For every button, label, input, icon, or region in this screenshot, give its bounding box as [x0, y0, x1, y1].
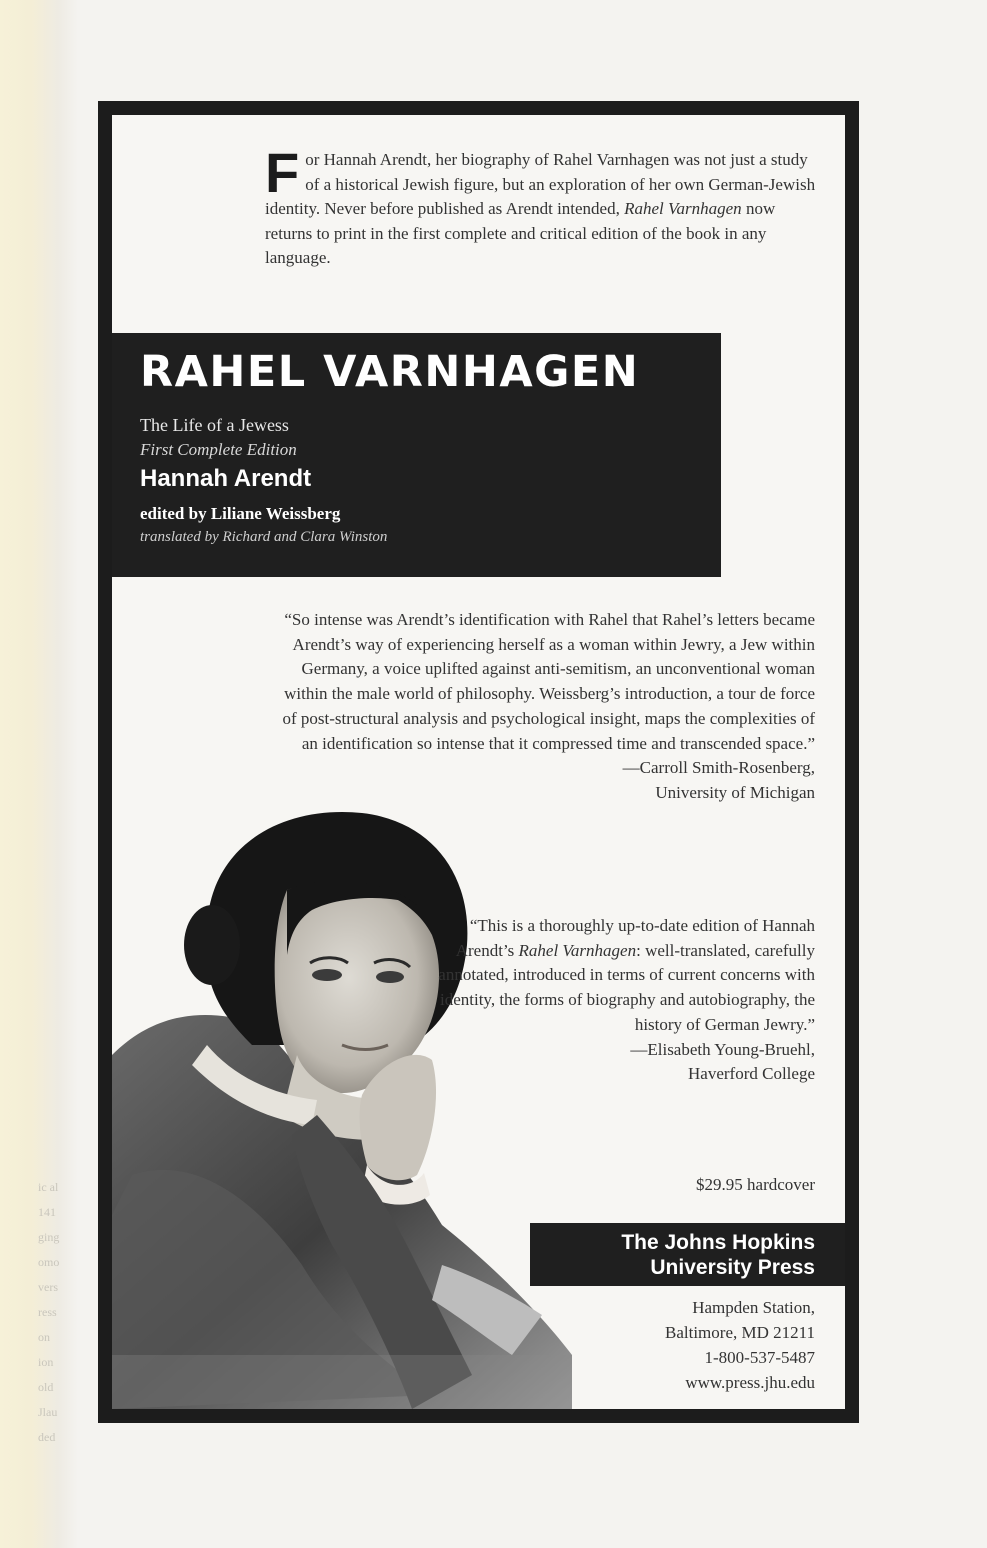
book-title: RAHEL VARNHAGEN	[140, 347, 640, 397]
book-subtitle: The Life of a Jewess	[140, 415, 289, 435]
review-quote-2-text: “This is a thoroughly up-to-date edition of Hannah Arendt’s	[455, 916, 815, 960]
publisher-website: www.press.jhu.edu	[685, 1373, 815, 1392]
review-quote-2	[415, 914, 815, 1087]
review-quote-2-affiliation: Haverford College	[688, 1064, 815, 1084]
title-banner	[112, 333, 721, 577]
gutter-text-fragment: Jlau	[38, 1405, 58, 1419]
author-portrait-photo	[112, 795, 572, 1409]
publisher-name-line-1: The Johns Hopkins	[621, 1231, 815, 1254]
review-quote-1-text: “So intense was Arendt’s identification with Rahel that Rahel’s letters became Arendt’s way of experiencing herself as a woman within Jewry, a Jew within Germany, a voice uplifted against anti-semitism, an unconventional woman within the male world of philosophy. Weissberg’s introduction, a tour de force of post-structural analysis and psychological insight, maps the complexities of an identification so intense that it compressed time and transcended space.”	[282, 610, 815, 753]
gutter-text-fragment: 141	[38, 1205, 56, 1219]
gutter-text-fragment: vers	[38, 1280, 58, 1294]
gutter-text-fragment: ic al	[38, 1180, 59, 1194]
book-editor: edited by Liliane Weissberg	[140, 504, 341, 523]
book-author: Hannah Arendt	[140, 465, 312, 492]
intro-paragraph	[265, 141, 825, 271]
review-quote-1-attribution: —Carroll Smith-Rosenberg,	[622, 758, 815, 778]
gutter-text-fragment: ging	[38, 1230, 60, 1244]
gutter-text-fragment: on	[38, 1330, 50, 1344]
publisher-banner	[530, 1223, 845, 1286]
drop-cap: F	[265, 141, 300, 204]
intro-text: or Hannah Arendt, her biography of Rahel Varnhagen was not just a study of a historical Jewish figure, but an exploration of her own German-Jewish identity. Never before published as Arendt intended,	[265, 150, 816, 218]
book-edition: First Complete Edition	[140, 440, 297, 459]
gutter-text-fragment: omo	[38, 1255, 60, 1269]
price: $29.95 hardcover	[696, 1175, 815, 1194]
address-line-1: Hampden Station,	[692, 1298, 815, 1317]
book-advertisement	[98, 101, 859, 1423]
book-translator: translated by Richard and Clara Winston	[140, 529, 388, 545]
review-quote-1	[275, 608, 815, 806]
intro-text-end: now returns to print in the first complete and critical edition of the book in any language.	[265, 199, 776, 267]
publisher-address	[665, 1295, 815, 1395]
intro-book-title: Rahel Varnhagen	[624, 199, 742, 218]
address-line-2: Baltimore, MD 21211	[665, 1323, 815, 1342]
gutter-text-fragment: ion	[38, 1355, 54, 1369]
gutter-text-fragment: old	[38, 1380, 54, 1394]
review-quote-2-text-end: : well-translated, carefully annotated, introduced in terms of current concerns with identity, the forms of biography and autobiography, the history of German Jewry.”	[438, 940, 815, 1034]
gutter-text-fragment: ress	[38, 1305, 57, 1319]
review-quote-2-attribution: —Elisabeth Young-Bruehl,	[630, 1039, 815, 1059]
review-quote-1-affiliation: University of Michigan	[655, 782, 815, 802]
review-quote-2-book-title: Rahel Varnhagen	[518, 940, 637, 960]
page-gutter	[0, 0, 78, 1548]
publisher-name-line-2: University Press	[650, 1256, 815, 1279]
gutter-text-fragment: ded	[38, 1430, 56, 1444]
publisher-phone: 1-800-537-5487	[704, 1348, 815, 1367]
